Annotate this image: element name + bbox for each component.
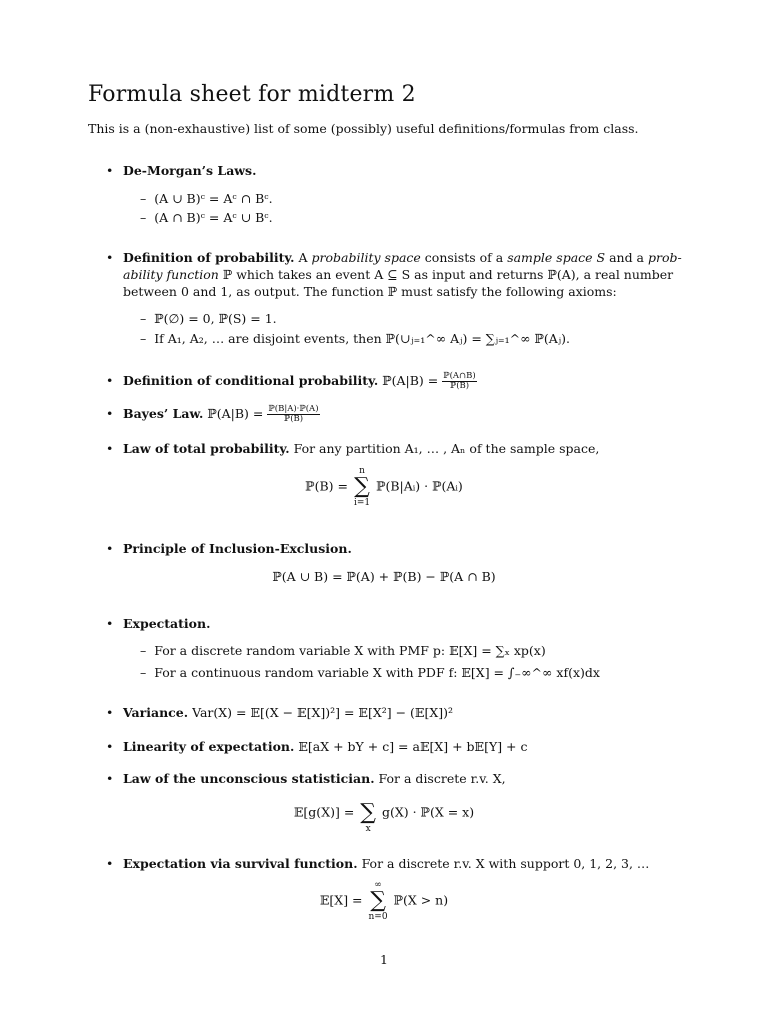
bullet: • <box>106 163 114 178</box>
bullet: • <box>106 771 114 786</box>
bullet: • <box>106 616 114 631</box>
section-probability: • Definition of probability. A probability space consists of a sample space S and a prob-ability function ℙ which takes an event A ⊆ S as input and returns ℙ(A), a real number between 0 and 1, as output. The function ℙ must satisfy the following axioms: <box>106 250 682 299</box>
page-number: 1 <box>380 952 388 967</box>
lotus-heading: Law of the unconscious statistician. <box>123 771 375 786</box>
bullet: • <box>106 739 114 754</box>
linearity-heading: Linearity of expectation. <box>123 739 295 754</box>
lotus-formula: 𝔼[g(X)] = ∑ x g(X) · ℙ(X = x) <box>293 800 475 834</box>
bullet: • <box>106 373 114 388</box>
bayes-heading: Bayes’ Law. <box>123 406 204 421</box>
probability-axiom-2: – If A₁, A₂, … are disjoint events, then ℙ(∪ⱼ₌₁^∞ Aⱼ) = ∑ⱼ₌₁^∞ ℙ(Aⱼ). <box>140 331 570 346</box>
variance-heading: Variance. <box>123 705 189 720</box>
expectation-heading: Expectation. <box>123 616 211 631</box>
survival-formula: 𝔼[X] = ∞ ∑ n=0 ℙ(X > n) <box>319 880 449 922</box>
section-conditional: • Definition of conditional probability. ℙ(A|B) = $\frac{\text{ℙ(A∩B)}}{\text{ℙ(B)}}$ <box>106 371 476 391</box>
section-expectation <box>106 615 686 632</box>
survival-heading: Expectation via survival function. <box>123 856 358 871</box>
section-linearity: • Linearity of expectation. 𝔼[aX + bY + c] = a𝔼[X] + b𝔼[Y] + c <box>106 739 528 754</box>
page-title: Formula sheet for midterm 2 <box>88 82 416 107</box>
bayes-fraction: $\frac{\text{ℙ(B|A)·ℙ(A)}}{\text{ℙ(B)}}$ <box>268 404 319 424</box>
section-demorgan <box>106 162 686 179</box>
demorgan-law-2: – (A ∩ B)ᶜ = Aᶜ ∪ Bᶜ. <box>140 210 273 225</box>
total-probability-formula: ℙ(B) = n ∑ i=1 ℙ(B|Aᵢ) · ℙ(Aᵢ) <box>305 466 463 508</box>
bullet: • <box>106 705 114 720</box>
section-variance: • Variance. Var(X) = 𝔼[(X − 𝔼[X])²] = 𝔼[X²] − (𝔼[X])² <box>106 705 453 720</box>
section-lotus: • Law of the unconscious statistician. For a discrete r.v. X, <box>106 771 506 786</box>
conditional-fraction: $\frac{\text{ℙ(A∩B)}}{\text{ℙ(B)}}$ <box>443 371 476 391</box>
intro-text: This is a (non-exhaustive) list of some (possibly) useful definitions/formulas from class. <box>88 121 639 136</box>
conditional-heading: Definition of conditional probability. <box>123 373 379 388</box>
section-bayes: • Bayes’ Law. ℙ(A|B) = $\frac{\text{ℙ(B|A)·ℙ(A)}}{\text{ℙ(B)}}$ <box>106 404 319 424</box>
bullet: • <box>106 406 114 421</box>
inclusion-heading: Principle of Inclusion-Exclusion. <box>123 541 352 556</box>
bullet: • <box>106 250 114 265</box>
bullet: • <box>106 441 114 456</box>
bullet: • <box>106 541 114 556</box>
inclusion-formula: ℙ(A ∪ B) = ℙ(A) + ℙ(B) − ℙ(A ∩ B) <box>272 569 496 584</box>
section-inclusion-exclusion <box>106 540 686 557</box>
expectation-discrete: – For a discrete random variable X with PMF p: 𝔼[X] = ∑ₓ xp(x) <box>140 643 546 658</box>
demorgan-law-1: – (A ∪ B)ᶜ = Aᶜ ∩ Bᶜ. <box>140 191 273 206</box>
section-survival: • Expectation via survival function. For a discrete r.v. X with support 0, 1, 2, 3, … <box>106 856 650 871</box>
bullet: • <box>106 856 114 871</box>
probability-axiom-1: – ℙ(∅) = 0, ℙ(S) = 1. <box>140 311 277 326</box>
probability-heading: Definition of probability. <box>123 250 295 265</box>
section-total-probability: • Law of total probability. For any partition A₁, … , Aₙ of the sample space, <box>106 441 600 456</box>
total-heading: Law of total probability. <box>123 441 290 456</box>
expectation-continuous: – For a continuous random variable X with PDF f: 𝔼[X] = ∫₋∞^∞ xf(x)dx <box>140 665 600 680</box>
demorgan-heading: De-Morgan’s Laws. <box>123 163 257 178</box>
